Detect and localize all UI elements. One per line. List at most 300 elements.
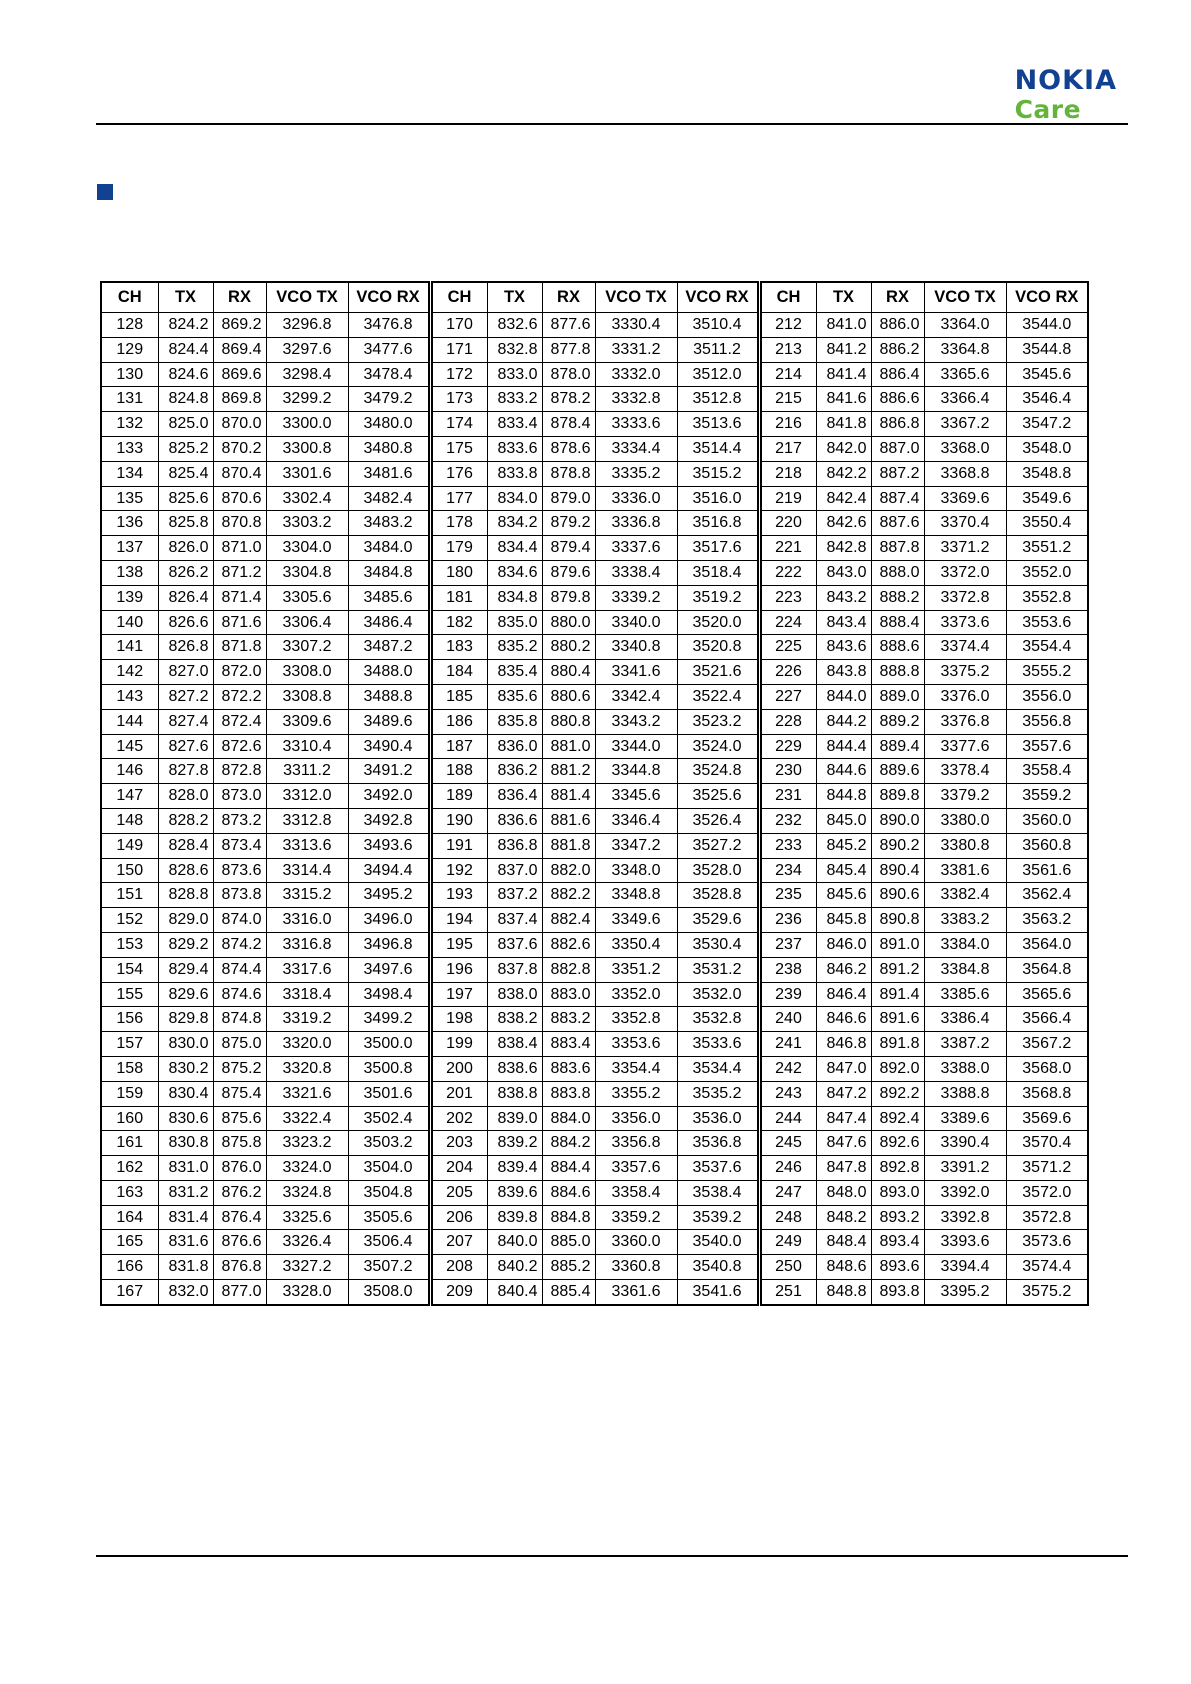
table-cell: 3516.8 [677,511,759,536]
table-cell: 3484.0 [348,536,430,561]
table-cell: 828.4 [158,833,213,858]
table-cell: 3334.4 [595,436,677,461]
table-cell: 872.6 [213,734,266,759]
table-cell: 3384.8 [924,957,1006,982]
table-row [101,709,1088,734]
table-cell: 892.8 [871,1156,924,1181]
table-cell: 181 [430,585,487,610]
table-cell: 3559.2 [1006,784,1088,809]
table-cell: 249 [759,1230,816,1255]
table-cell: 3520.8 [677,635,759,660]
table-cell: 177 [430,486,487,511]
table-cell: 875.8 [213,1131,266,1156]
table-cell: 3504.8 [348,1180,430,1205]
table-cell: 3327.2 [266,1255,348,1280]
table-cell: 171 [430,337,487,362]
table-cell: 847.6 [816,1131,871,1156]
table-cell: 870.2 [213,436,266,461]
table-cell: 3546.4 [1006,387,1088,412]
table-cell: 207 [430,1230,487,1255]
table-cell: 3372.0 [924,560,1006,585]
table-header-row [101,282,1088,313]
table-cell: 3338.4 [595,560,677,585]
table-cell: 880.2 [542,635,595,660]
table-cell: 139 [101,585,158,610]
table-cell: 3557.6 [1006,734,1088,759]
table-row [101,610,1088,635]
table-cell: 3501.6 [348,1081,430,1106]
table-cell: 3323.2 [266,1131,348,1156]
table-cell: 832.0 [158,1280,213,1305]
table-cell: 3564.0 [1006,932,1088,957]
table-cell: 162 [101,1156,158,1181]
column-header-rx: RX [871,282,924,313]
column-header-vco-rx: VCO RX [1006,282,1088,313]
table-cell: 174 [430,412,487,437]
table-cell: 233 [759,833,816,858]
table-cell: 237 [759,932,816,957]
table-cell: 836.2 [487,759,542,784]
table-cell: 3378.4 [924,759,1006,784]
table-cell: 3342.4 [595,684,677,709]
table-cell: 3360.8 [595,1255,677,1280]
table-cell: 885.4 [542,1280,595,1305]
table-cell: 3556.0 [1006,684,1088,709]
table-cell: 3572.0 [1006,1180,1088,1205]
table-cell: 893.8 [871,1280,924,1305]
table-cell: 3494.4 [348,858,430,883]
table-cell: 225 [759,635,816,660]
table-cell: 847.8 [816,1156,871,1181]
table-cell: 3375.2 [924,660,1006,685]
table-cell: 883.6 [542,1056,595,1081]
table-cell: 830.2 [158,1056,213,1081]
table-cell: 828.8 [158,883,213,908]
table-cell: 3477.6 [348,337,430,362]
table-cell: 3344.0 [595,734,677,759]
table-cell: 884.2 [542,1131,595,1156]
table-row [101,883,1088,908]
table-cell: 835.0 [487,610,542,635]
table-row [101,362,1088,387]
table-cell: 151 [101,883,158,908]
table-cell: 241 [759,1032,816,1057]
table-cell: 828.0 [158,784,213,809]
table-row [101,784,1088,809]
table-cell: 881.8 [542,833,595,858]
table-cell: 876.6 [213,1230,266,1255]
table-cell: 837.8 [487,957,542,982]
table-cell: 826.8 [158,635,213,660]
table-cell: 834.8 [487,585,542,610]
table-cell: 844.4 [816,734,871,759]
table-cell: 870.6 [213,486,266,511]
table-cell: 844.0 [816,684,871,709]
table-cell: 198 [430,1007,487,1032]
table-cell: 189 [430,784,487,809]
table-cell: 165 [101,1230,158,1255]
column-header-ch: CH [430,282,487,313]
table-cell: 203 [430,1131,487,1156]
table-cell: 3514.4 [677,436,759,461]
table-cell: 3376.0 [924,684,1006,709]
table-cell: 3350.4 [595,932,677,957]
table-cell: 3517.6 [677,536,759,561]
table-cell: 3297.6 [266,337,348,362]
table-cell: 835.4 [487,660,542,685]
table-cell: 874.4 [213,957,266,982]
table-cell: 886.0 [871,313,924,338]
table-cell: 3569.6 [1006,1106,1088,1131]
table-cell: 846.8 [816,1032,871,1057]
table-cell: 891.4 [871,982,924,1007]
table-cell: 870.0 [213,412,266,437]
table-cell: 880.4 [542,660,595,685]
table-cell: 833.4 [487,412,542,437]
table-cell: 893.0 [871,1180,924,1205]
table-cell: 234 [759,858,816,883]
table-cell: 3377.6 [924,734,1006,759]
table-cell: 3355.2 [595,1081,677,1106]
table-cell: 840.4 [487,1280,542,1305]
table-cell: 184 [430,660,487,685]
table-cell: 3311.2 [266,759,348,784]
table-cell: 882.0 [542,858,595,883]
table-cell: 3568.8 [1006,1081,1088,1106]
table-cell: 827.8 [158,759,213,784]
table-cell: 142 [101,660,158,685]
table-cell: 831.2 [158,1180,213,1205]
table-cell: 3344.8 [595,759,677,784]
table-cell: 3545.6 [1006,362,1088,387]
table-cell: 3515.2 [677,461,759,486]
table-cell: 3500.0 [348,1032,430,1057]
table-row [101,1205,1088,1230]
table-cell: 3312.0 [266,784,348,809]
table-cell: 890.0 [871,808,924,833]
table-cell: 833.0 [487,362,542,387]
table-cell: 869.8 [213,387,266,412]
table-cell: 826.4 [158,585,213,610]
table-cell: 3480.8 [348,436,430,461]
table-cell: 824.8 [158,387,213,412]
table-cell: 835.6 [487,684,542,709]
table-cell: 3488.0 [348,660,430,685]
table-cell: 825.2 [158,436,213,461]
table-cell: 3561.6 [1006,858,1088,883]
table-row [101,337,1088,362]
table-cell: 3345.6 [595,784,677,809]
table-cell: 3382.4 [924,883,1006,908]
table-cell: 3372.8 [924,585,1006,610]
table-cell: 178 [430,511,487,536]
table-cell: 187 [430,734,487,759]
table-cell: 3531.2 [677,957,759,982]
table-cell: 190 [430,808,487,833]
table-cell: 3390.4 [924,1131,1006,1156]
table-cell: 200 [430,1056,487,1081]
table-cell: 235 [759,883,816,908]
table-cell: 893.2 [871,1205,924,1230]
table-cell: 3513.6 [677,412,759,437]
table-cell: 186 [430,709,487,734]
table-cell: 891.2 [871,957,924,982]
table-cell: 3370.4 [924,511,1006,536]
table-cell: 3552.0 [1006,560,1088,585]
table-cell: 172 [430,362,487,387]
table-cell: 3519.2 [677,585,759,610]
table-cell: 196 [430,957,487,982]
table-cell: 3570.4 [1006,1131,1088,1156]
table-cell: 834.6 [487,560,542,585]
table-row [101,660,1088,685]
table-cell: 3343.2 [595,709,677,734]
table-cell: 838.6 [487,1056,542,1081]
table-cell: 183 [430,635,487,660]
table-cell: 830.6 [158,1106,213,1131]
table-cell: 3530.4 [677,932,759,957]
table-cell: 3307.2 [266,635,348,660]
table-cell: 3340.0 [595,610,677,635]
table-cell: 873.0 [213,784,266,809]
table-cell: 3539.2 [677,1205,759,1230]
table-cell: 3358.4 [595,1180,677,1205]
table-cell: 3349.6 [595,908,677,933]
table-cell: 3544.8 [1006,337,1088,362]
table-cell: 831.6 [158,1230,213,1255]
table-cell: 3482.4 [348,486,430,511]
table-cell: 3335.2 [595,461,677,486]
table-cell: 3365.6 [924,362,1006,387]
table-cell: 3361.6 [595,1280,677,1305]
table-cell: 3302.4 [266,486,348,511]
table-cell: 3304.0 [266,536,348,561]
table-cell: 3328.0 [266,1280,348,1305]
table-cell: 845.2 [816,833,871,858]
table-cell: 3336.8 [595,511,677,536]
table-cell: 3308.0 [266,660,348,685]
table-cell: 869.2 [213,313,266,338]
table-cell: 3550.4 [1006,511,1088,536]
table-cell: 3381.6 [924,858,1006,883]
table-cell: 3316.0 [266,908,348,933]
table-cell: 194 [430,908,487,933]
table-cell: 3532.0 [677,982,759,1007]
table-cell: 145 [101,734,158,759]
table-cell: 3534.4 [677,1056,759,1081]
table-cell: 158 [101,1056,158,1081]
table-cell: 243 [759,1081,816,1106]
table-row [101,486,1088,511]
table-row [101,585,1088,610]
table-cell: 148 [101,808,158,833]
table-cell: 3503.2 [348,1131,430,1156]
table-cell: 885.2 [542,1255,595,1280]
table-cell: 3326.4 [266,1230,348,1255]
table-cell: 3520.0 [677,610,759,635]
table-cell: 3306.4 [266,610,348,635]
table-cell: 132 [101,412,158,437]
table-cell: 163 [101,1180,158,1205]
table-cell: 3556.8 [1006,709,1088,734]
table-cell: 247 [759,1180,816,1205]
table-cell: 3484.8 [348,560,430,585]
table-cell: 874.0 [213,908,266,933]
table-row [101,536,1088,561]
table-cell: 3384.0 [924,932,1006,957]
table-cell: 179 [430,536,487,561]
table-cell: 837.6 [487,932,542,957]
table-cell: 837.0 [487,858,542,883]
table-cell: 827.6 [158,734,213,759]
table-cell: 836.8 [487,833,542,858]
table-cell: 826.6 [158,610,213,635]
column-header-vco-rx: VCO RX [677,282,759,313]
table-cell: 841.8 [816,412,871,437]
table-cell: 3391.2 [924,1156,1006,1181]
table-cell: 828.6 [158,858,213,883]
table-cell: 170 [430,313,487,338]
table-cell: 848.2 [816,1205,871,1230]
table-cell: 881.6 [542,808,595,833]
table-cell: 881.0 [542,734,595,759]
table-cell: 3540.8 [677,1255,759,1280]
table-cell: 150 [101,858,158,883]
table-cell: 3304.8 [266,560,348,585]
table-cell: 845.8 [816,908,871,933]
table-cell: 3312.8 [266,808,348,833]
table-cell: 846.4 [816,982,871,1007]
table-row [101,1180,1088,1205]
table-cell: 3299.2 [266,387,348,412]
table-cell: 141 [101,635,158,660]
table-cell: 3320.0 [266,1032,348,1057]
table-cell: 846.6 [816,1007,871,1032]
table-cell: 3298.4 [266,362,348,387]
table-cell: 3552.8 [1006,585,1088,610]
table-cell: 830.0 [158,1032,213,1057]
table-cell: 3496.8 [348,932,430,957]
table-cell: 890.2 [871,833,924,858]
table-cell: 188 [430,759,487,784]
table-cell: 3300.8 [266,436,348,461]
table-cell: 3376.8 [924,709,1006,734]
table-row [101,1081,1088,1106]
table-row [101,1280,1088,1305]
table-cell: 3389.6 [924,1106,1006,1131]
table-cell: 873.4 [213,833,266,858]
table-cell: 3526.4 [677,808,759,833]
table-cell: 3387.2 [924,1032,1006,1057]
table-cell: 3300.0 [266,412,348,437]
table-cell: 216 [759,412,816,437]
table-cell: 872.4 [213,709,266,734]
table-cell: 877.8 [542,337,595,362]
table-cell: 245 [759,1131,816,1156]
table-cell: 881.2 [542,759,595,784]
table-cell: 891.8 [871,1032,924,1057]
table-cell: 844.8 [816,784,871,809]
table-cell: 232 [759,808,816,833]
table-cell: 153 [101,932,158,957]
table-cell: 876.2 [213,1180,266,1205]
table-cell: 3368.8 [924,461,1006,486]
table-cell: 879.2 [542,511,595,536]
table-cell: 884.6 [542,1180,595,1205]
table-cell: 831.4 [158,1205,213,1230]
table-cell: 891.0 [871,932,924,957]
table-cell: 3528.8 [677,883,759,908]
table-cell: 3367.2 [924,412,1006,437]
table-cell: 830.4 [158,1081,213,1106]
table-cell: 835.2 [487,635,542,660]
table-cell: 872.8 [213,759,266,784]
table-cell: 3353.6 [595,1032,677,1057]
table-cell: 3485.6 [348,585,430,610]
table-cell: 871.0 [213,536,266,561]
table-cell: 206 [430,1205,487,1230]
table-cell: 3553.6 [1006,610,1088,635]
table-cell: 884.4 [542,1156,595,1181]
table-cell: 3548.8 [1006,461,1088,486]
table-cell: 3536.8 [677,1131,759,1156]
table-cell: 3357.6 [595,1156,677,1181]
table-cell: 166 [101,1255,158,1280]
table-cell: 231 [759,784,816,809]
table-cell: 3385.6 [924,982,1006,1007]
table-cell: 3388.8 [924,1081,1006,1106]
table-cell: 3303.2 [266,511,348,536]
table-cell: 3373.6 [924,610,1006,635]
table-cell: 129 [101,337,158,362]
table-cell: 229 [759,734,816,759]
table-row [101,957,1088,982]
table-cell: 218 [759,461,816,486]
table-cell: 3364.8 [924,337,1006,362]
table-cell: 167 [101,1280,158,1305]
table-cell: 871.2 [213,560,266,585]
table-cell: 3308.8 [266,684,348,709]
table-row [101,932,1088,957]
table-cell: 876.0 [213,1156,266,1181]
table-cell: 833.2 [487,387,542,412]
table-cell: 839.4 [487,1156,542,1181]
table-cell: 3337.6 [595,536,677,561]
table-cell: 192 [430,858,487,883]
table-cell: 147 [101,784,158,809]
table-cell: 843.8 [816,660,871,685]
table-cell: 871.8 [213,635,266,660]
table-cell: 3524.0 [677,734,759,759]
table-cell: 870.8 [213,511,266,536]
column-header-vco-tx: VCO TX [924,282,1006,313]
table-cell: 3479.2 [348,387,430,412]
table-cell: 3533.6 [677,1032,759,1057]
table-cell: 838.8 [487,1081,542,1106]
table-cell: 848.6 [816,1255,871,1280]
table-cell: 840.2 [487,1255,542,1280]
table-cell: 223 [759,585,816,610]
table-cell: 3495.2 [348,883,430,908]
table-cell: 875.4 [213,1081,266,1106]
table-cell: 3392.0 [924,1180,1006,1205]
table-cell: 889.6 [871,759,924,784]
table-cell: 215 [759,387,816,412]
table-cell: 3527.2 [677,833,759,858]
table-cell: 841.4 [816,362,871,387]
table-cell: 825.6 [158,486,213,511]
table-cell: 3571.2 [1006,1156,1088,1181]
